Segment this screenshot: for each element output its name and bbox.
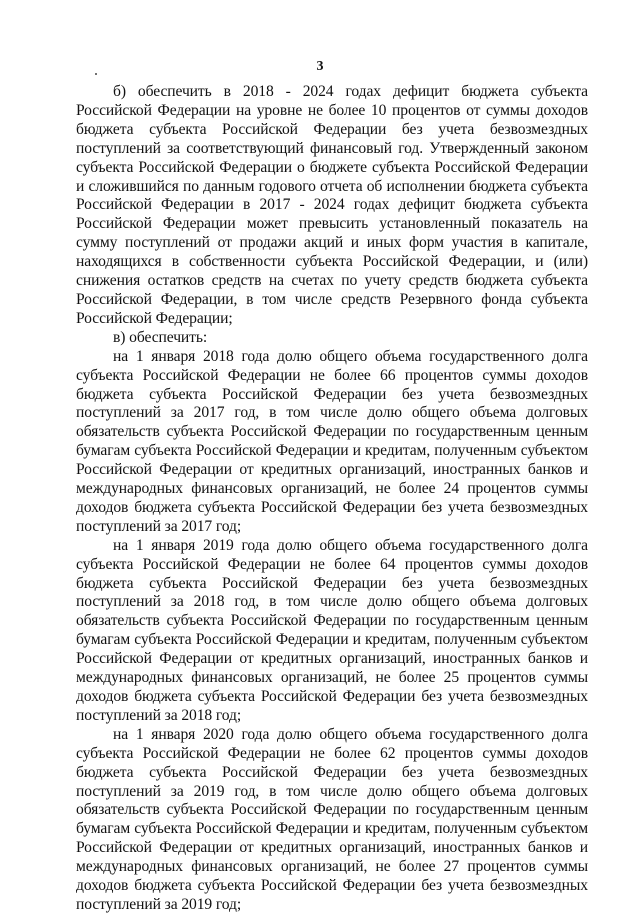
document-body — [76, 83, 588, 915]
paragraph-deficit: б) обеспечить в 2018 - 2024 годах дефицит бюджета субъекта Российской Федерации на уровне не более 10 процентов от суммы доходов бюджета субъекта Российской Федерации без учета безвозмездных поступлений за соответствующий финансовый год. Утвержденный законом субъекта Российской Федерации о бюджете субъекта Российской Федерации и сложившийся по данным годового отчета об исполнении бюджета субъекта Российской Федерации в 2017 - 2024 годах дефицит бюджета субъекта Российской Федерации может превысить установленный показатель на сумму поступлений от продажи акций и иных форм участия в капитале, находящихся в собственности субъекта Российской Федерации, и (или) снижения остатков средств на счетах по учету средств бюджета субъекта Российской Федерации, в том числе средств Резервного фонда субъекта Российской Федерации; — [76, 83, 588, 327]
paragraph-ensure: в) обеспечить: — [113, 328, 208, 346]
scan-speck — [95, 73, 97, 75]
paragraph-debt-2019: на 1 января 2019 года долю общего объема государственного долга субъекта Российской Федерации не более 64 процентов суммы доходов бюджета субъекта Российской Федерации без учета безвозмездных поступлений за 2018 год, в том числе долю общего объема долговых обязательств субъекта Российской Федерации по государственным ценным бумагам субъекта Российской Федерации и кредитам, полученным субъектом Российской Федерации от кредитных организаций, иностранных банков и международных финансовых организаций, не более 25 процентов суммы доходов бюджета субъекта Российской Федерации без учета безвозмездных поступлений за 2018 год; — [76, 536, 588, 724]
paragraph-debt-2020: на 1 января 2020 года долю общего объема государственного долга субъекта Российской Федерации не более 62 процентов суммы доходов бюджета субъекта Российской Федерации без учета безвозмездных поступлений за 2019 год, в том числе долю общего объема долговых обязательств субъекта Российской Федерации по государственным ценным бумагам субъекта Российской Федерации и кредитам, полученным субъектом Российской Федерации от кредитных организаций, иностранных банков и международных финансовых организаций, не более 27 процентов суммы доходов бюджета субъекта Российской Федерации без учета безвозмездных поступлений за 2019 год; — [76, 725, 588, 913]
paragraph-debt-2018: на 1 января 2018 года долю общего объема государственного долга субъекта Российской Федерации не более 66 процентов суммы доходов бюджета субъекта Российской Федерации без учета безвозмездных поступлений за 2017 год, в том числе долю общего объема долговых обязательств субъекта Российской Федерации по государственным ценным бумагам субъекта Российской Федерации и кредитам, полученным субъектом Российской Федерации от кредитных организаций, иностранных банков и международных финансовых организаций, не более 24 процентов суммы доходов бюджета субъекта Российской Федерации без учета безвозмездных поступлений за 2017 год; — [76, 347, 588, 535]
page-number: 3 — [316, 59, 324, 74]
